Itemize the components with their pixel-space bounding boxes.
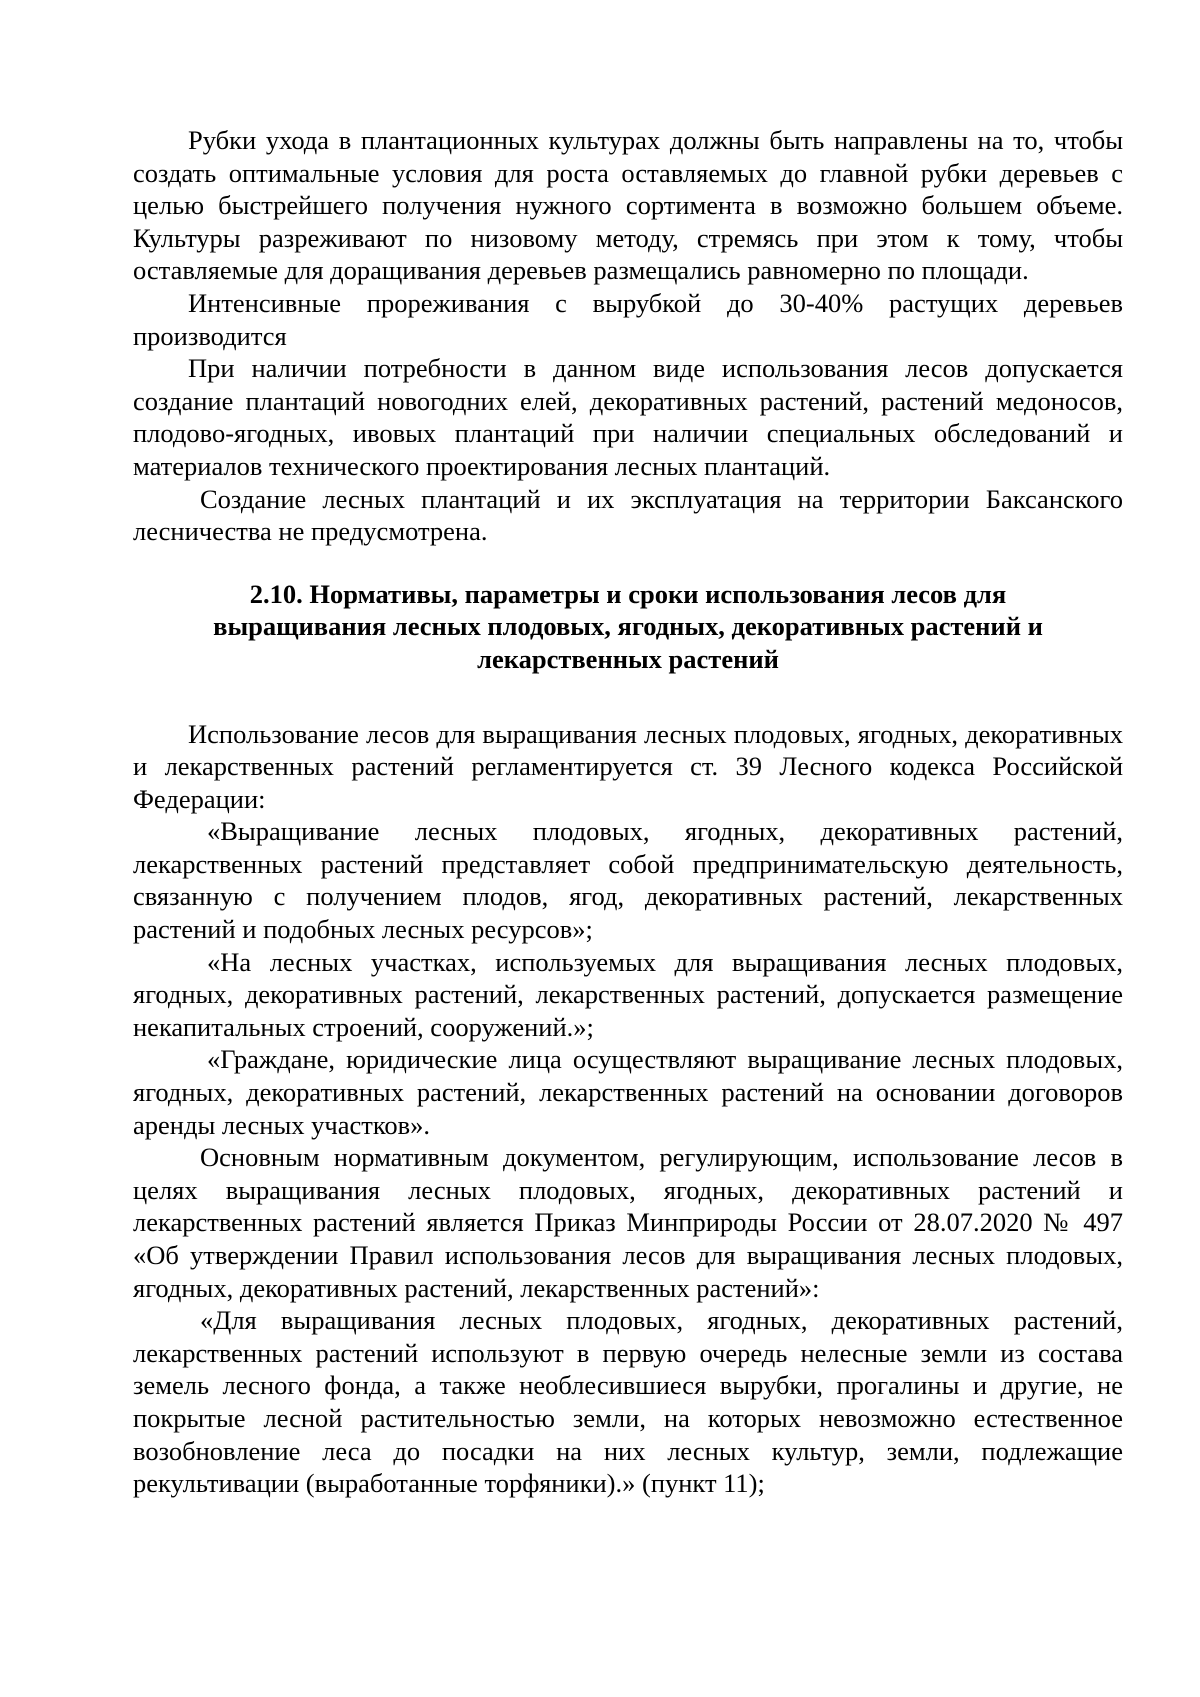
- paragraph-quote-lease-agreements: «Граждане, юридические лица осуществляют выращивание лесных плодовых, ягодных, декоративных растений, лекарственных растений на основании договоров аренды лесных участков».: [133, 1044, 1123, 1140]
- section-heading-line-3: лекарственных растений: [477, 643, 779, 674]
- paragraph-ministry-order: Основным нормативным документом, регулирующим, использование лесов в целях выращивания лесных плодовых, ягодных, декоративных растений и лекарственных растений является Приказ Минприроды России от 28.07.2020 № 497 «Об утверждении Правил использования лесов для выращивания лесных плодовых, ягодных, декоративных растений, лекарственных растений»:: [133, 1142, 1123, 1303]
- paragraph-baksan-forestry: Создание лесных плантаций и их эксплуатация на территории Баксанского лесничества не предусмотрена.: [133, 483, 1123, 547]
- document-page: [133, 124, 1123, 1500]
- paragraph-plantation-types: При наличии потребности в данном виде использования лесов допускается создание плантаций новогодних елей, декоративных растений, растений медоносов, плодово-ягодных, ивовых плантаций при наличии специальных обследований и материалов технического проектирования лесных плантаций.: [133, 353, 1123, 481]
- section-heading-line-2: выращивания лесных плодовых, ягодных, декоративных растений и: [213, 611, 1043, 642]
- paragraph-thinning-plantations: Рубки ухода в плантационных культурах должны быть направлены на то, чтобы создать оптимальные условия для роста оставляемых до главной рубки деревьев с целью быстрейшего получения нужного сортимента в возможно большем объеме. Культуры разреживают по низовому методу, стремясь при этом к тому, чтобы оставляемые для доращивания деревьев размещались равномерно по площади.: [133, 125, 1123, 286]
- paragraph-quote-land-use: «Для выращивания лесных плодовых, ягодных, декоративных растений, лекарственных растений используют в первую очередь нелесные земли из состава земель лесного фонда, а также необлесившиеся вырубки, прогалины и другие, не покрытые лесной растительностью земли, на которых невозможно естественное возобновление леса до посадки на них лесных культур, земли, подлежащие рекультивации (выработанные торфяники).» (пункт 11);: [133, 1305, 1123, 1499]
- section-heading: [133, 578, 1123, 676]
- paragraph-intensive-thinning: Интенсивные прореживания с вырубкой до 30-40% растущих деревьев производится: [133, 287, 1123, 351]
- paragraph-forest-code-article: Использование лесов для выращивания лесных плодовых, ягодных, декоративных и лекарственных растений регламентируется ст. 39 Лесного кодекса Российской Федерации:: [133, 718, 1123, 814]
- section-heading-line-1: 2.10. Нормативы, параметры и сроки использования лесов для: [249, 578, 1007, 609]
- paragraph-quote-cultivation-definition: «Выращивание лесных плодовых, ягодных, декоративных растений, лекарственных растений представляет собой предпринимательскую деятельность, связанную с получением плодов, ягод, декоративных растений, лекарственных растений и подобных лесных ресурсов»;: [133, 816, 1123, 945]
- paragraph-quote-structures: «На лесных участках, используемых для выращивания лесных плодовых, ягодных, декоративных растений, лекарственных растений, допускается размещение некапитальных строений, сооружений.»;: [133, 946, 1123, 1042]
